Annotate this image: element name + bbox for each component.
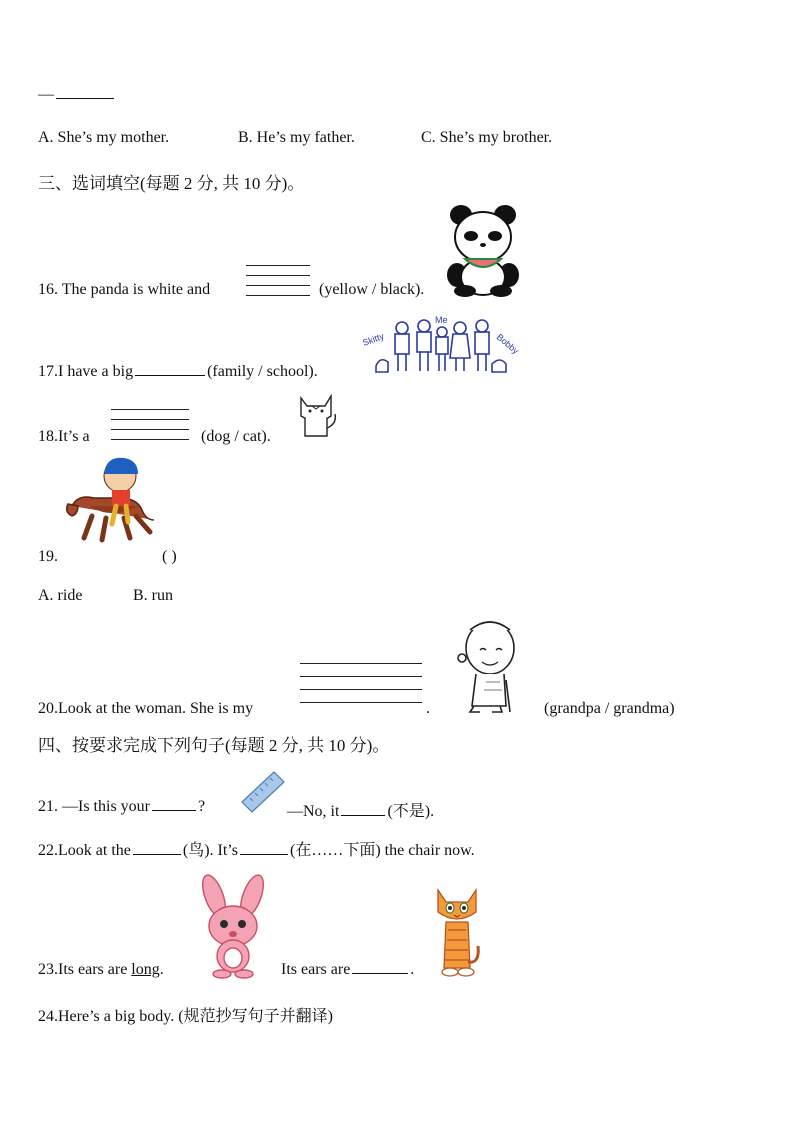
question-20-text: 20.Look at the woman. She is my [38, 700, 254, 717]
question-22-label: 22.Look at the [38, 842, 131, 859]
question-19-number: 19. [38, 548, 58, 565]
question-23-text [38, 961, 164, 979]
answer-blank[interactable] [352, 972, 408, 974]
question-17-choices: (family / school). [207, 363, 318, 380]
hint-text: (鸟). It’s [182, 842, 238, 859]
option-c: C. She’s my brother. [421, 129, 553, 146]
boy-riding-horse-image [62, 456, 158, 552]
section-heading: 三、选词填空(每题 2 分, 共 10 分)。 [38, 174, 305, 193]
rabbit-icon [192, 874, 274, 978]
question-17-label: 17.I have a big [38, 363, 134, 380]
rewrite-prefix: Its ears are [281, 961, 351, 978]
question-16-choices: (yellow / black). [319, 281, 425, 298]
label-skitty: Skitty [361, 330, 386, 348]
panda-icon [447, 203, 519, 297]
question-24-text: 24.Here’s a big body. (规范抄写句子并翻译) [38, 1008, 333, 1025]
option-b: B. run [133, 587, 173, 604]
question-16-text: 16. The panda is white and [38, 281, 211, 298]
question-20-choices: (grandpa / grandma) [544, 700, 675, 717]
period: . [410, 961, 415, 978]
dash: — [38, 86, 54, 103]
answer-blank[interactable] [133, 853, 181, 855]
answer-blank[interactable] [341, 814, 385, 816]
answer-blank-line[interactable] [38, 86, 116, 104]
question-23-label: 23.Its ears are [38, 961, 132, 978]
label-me: Me [435, 315, 448, 325]
question-17-text [38, 363, 318, 381]
writing-lines[interactable] [111, 409, 189, 440]
option-a: A. ride [38, 587, 83, 604]
cat-icon [295, 392, 339, 440]
question-18-text: 18.It’s a [38, 428, 90, 445]
option-a: A. She’s my mother. [38, 129, 170, 146]
answer-parentheses[interactable]: ( ) [162, 548, 177, 565]
underlined-word: long [131, 961, 160, 978]
question-20-period: . [426, 700, 430, 717]
question-21-text [38, 798, 205, 816]
answer-blank[interactable] [135, 374, 205, 376]
cat-cartoon-icon [432, 886, 482, 978]
question-21-answer [287, 798, 434, 821]
period: . [159, 961, 164, 978]
answer-blank[interactable] [152, 809, 196, 811]
grandma-drawing [456, 620, 532, 714]
question-21-label: 21. —Is this your [38, 798, 150, 815]
hint-text: (不是). [387, 803, 435, 820]
option-b: B. He’s my father. [238, 129, 355, 146]
answer-blank[interactable] [240, 853, 288, 855]
answer-prefix: —No, it [287, 803, 340, 820]
question-22-text [38, 837, 475, 860]
writing-lines[interactable] [246, 265, 310, 296]
section-heading: 四、按要求完成下列句子(每题 2 分, 共 10 分)。 [38, 736, 390, 755]
question-23-rewrite [281, 961, 414, 979]
writing-lines[interactable] [300, 663, 422, 703]
hint-text: (在……下面) the chair now. [289, 842, 475, 859]
question-18-choices: (dog / cat). [201, 428, 271, 445]
family-drawing [362, 316, 522, 378]
ruler-icon [238, 768, 286, 814]
label-bobby: Bobby [494, 331, 521, 356]
question-mark: ? [198, 798, 206, 815]
